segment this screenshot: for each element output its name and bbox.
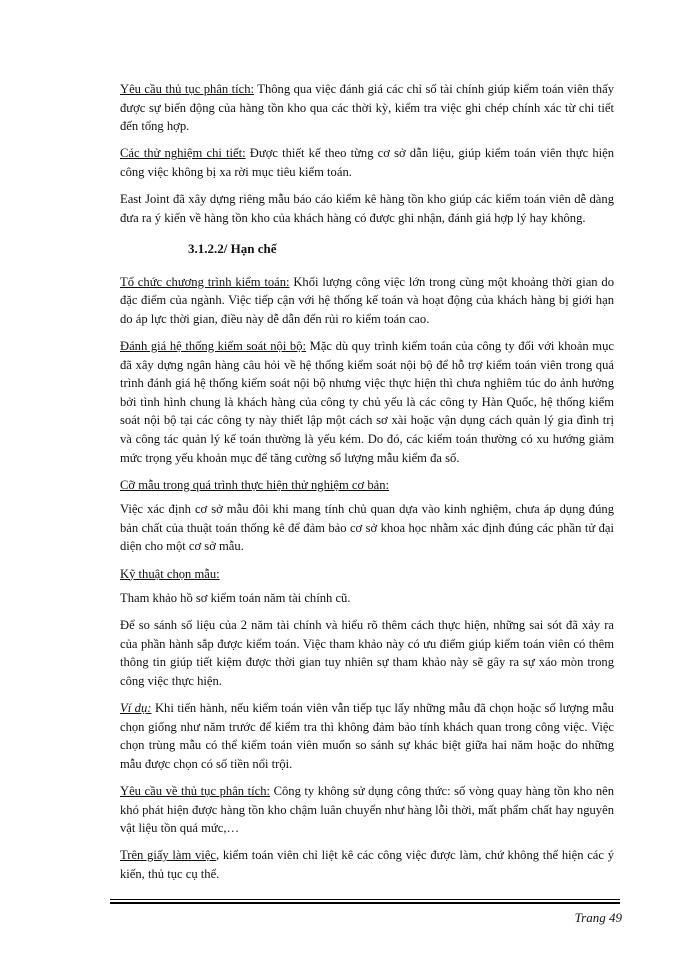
paragraph-east-joint [120,190,614,227]
paragraph-text: Mặc dù quy trình kiểm toán của công ty đối với khoản mục đã xây dựng ngân hàng câu hỏi về hệ thống kiểm soát nội bộ để hỗ trợ kiểm toán viên trong quá trình đánh giá hệ thống kiểm soát nội bộ nhưng việc thực hiện thì chưa nghiêm túc do ảnh hưởng bởi tình hình chung là khách hàng của công ty chủ yếu là các công ty Hàn Quốc, hệ thống kiểm soát nội bộ tại các công ty này thiết lập một cách sơ xài hoặc vận dụng cách quản lý gia đình trị và công tác quản lý kế toán thường là yếu kém. Do đó, các kiểm toán thường có xu hướng giảm mức trọng yếu khoản mục để tăng cường số lượng mẫu kiểm đa số. [120,339,614,465]
paragraph-internal-control [120,337,614,467]
paragraph-label: Cỡ mẫu trong quá trình thực hiện thử nghiệm cơ bản: [120,477,390,492]
page-body [120,80,614,892]
paragraph-text: , kiểm toán viên chỉ liệt kê các công việc được làm, chứ không thể hiện các ý kiến, thủ tục cụ thể. [120,848,614,881]
paragraph-reference-old-files [120,589,614,608]
footer-divider-thick [110,902,620,904]
paragraph-label: Kỹ thuật chọn mẫu: [120,566,220,581]
footer-divider-thin [110,899,620,900]
paragraph-sample-basis [120,500,614,556]
paragraph-analytical-requirements [120,782,614,838]
paragraph-working-papers [120,846,614,883]
paragraph-text: Khối lượng công việc lớn trong cùng một khoảng thời gian do đặc điểm của ngành. Việc tiếp cận với hệ thống kế toán và hoạt động của khách hàng bị giới hạn do áp lực thời gian, điều này dễ dẫn đến rủi ro kiểm toán cao. [120,274,614,326]
paragraph-label: Yêu cầu thủ tục phân tích: [120,82,255,96]
paragraph-text: Công ty không sử dụng công thức: số vòng quay hàng tồn kho nên khó phát hiện được hàng tồn kho chậm luân chuyển như hàng lỗi thời, mất phẩm chất hay nguyên vật liệu tồn quá mức,… [120,784,614,836]
page-number: Trang 49 [574,910,622,925]
paragraph-text: Được thiết kế theo từng cơ sở dẫn liệu, giúp kiểm toán viên thực hiện công việc không bị xa rời mục tiêu kiểm toán. [120,146,615,179]
paragraph-label: Các thử nghiệm chi tiết: [120,146,246,161]
paragraph-label: Yêu cầu về thủ tục phân tích: [120,784,271,798]
paragraph-example [120,699,614,773]
paragraph-label: Trên giấy làm việc [120,848,216,863]
paragraph-sample-size-label [120,476,614,495]
paragraph-text: Thông qua việc đánh giá các chỉ số tài chính giúp kiểm toán viên thấy được sự biến động của hàng tồn kho qua các thời kỳ, kiểm tra việc ghi chép chính xác từ chi tiết đến tổng hợp. [120,82,614,134]
paragraph-label: Đánh giá hệ thống kiểm soát nội bộ: [120,339,307,354]
paragraph-text: Để so sánh số liệu của 2 năm tài chính và hiểu rõ thêm cách thực hiện, những sai sót đã xảy ra của phần hành sắp được kiểm toán. Việc tham khảo này có ưu điểm giúp kiểm toán viên có thêm thông tin giúp tiết kiệm được thời gian tuy nhiên sự tham khảo này sẽ gây ra sự xáo mòn trong công việc thực hiện. [120,618,614,689]
paragraph-analytical-procedures [120,80,614,136]
paragraph-label: Tổ chức chương trình kiểm toán: [120,274,290,289]
section-heading: 3.1.2.2/ Hạn chế [188,241,277,257]
paragraph-text: Việc xác định cơ sở mẫu đôi khi mang tính chủ quan dựa vào kinh nghiệm, chưa áp dụng đúng bản chất của thuật toán thống kê để đảm bảo cơ sở khoa học nhằm xác định đúng các phần tử đại diện cho một cơ sở mẫu. [120,502,614,554]
paragraph-text: East Joint đã xây dựng riêng mẫu báo cáo kiểm kê hàng tồn kho giúp các kiểm toán viên dễ dàng đưa ra ý kiến về hàng tồn kho của khách hàng có được ghi nhận, đánh giá hợp lý hay không. [120,191,614,225]
paragraph-text: Khi tiến hành, nếu kiểm toán viên vẫn tiếp tục lấy những mẫu đã chọn hoặc số lượng mẫu chọn giống như năm trước để kiểm tra thì không đảm bảo tính khách quan trong công việc. Việc chọn trùng mẫu có thể kiểm toán viên muốn so sánh sự khác biệt giữa hai năm hoặc do những mẫu được chọn có số tiền nổi trội. [120,701,614,771]
paragraph-detail-tests [120,144,614,181]
paragraph-sampling-technique-label [120,565,614,584]
paragraph-compare-data [120,616,614,690]
paragraph-audit-program [120,273,614,329]
paragraph-text: Tham khảo hồ sơ kiểm toán năm tài chính cũ. [120,591,351,606]
paragraph-label: Ví dụ: [120,701,152,716]
